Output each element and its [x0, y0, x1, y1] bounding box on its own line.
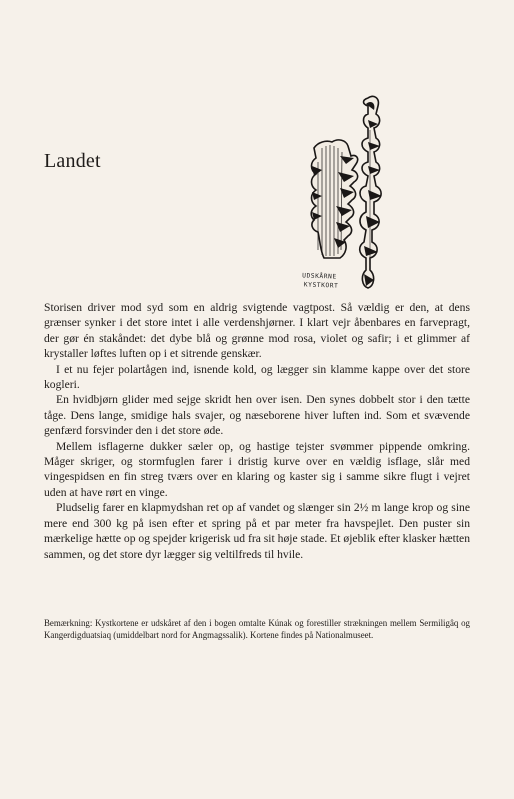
body-text [44, 300, 470, 562]
paragraph: En hvidbjørn glider med sejge skridt hen over isen. Den synes dobbelt stor i den tætte tåge. Dens lange, smidige hals svajer, og næseborene hiver luften ind. Som et svævende genfærd forsvinder den i det store øde. [44, 393, 470, 438]
paragraph: Pludselig farer en klapmydshan ret op af vandet og slænger sin 2½ m lange krop og sine mere end 300 kg på isen efter et spring på et par meter fra havspejlet. Den puster sin mærkelige hætte op og spejder krigerisk ud fra sit høje stade. Et øjeblik efter klasker hætten sammen, og det store dyr lægger sig veltilfreds til hvile. [44, 501, 470, 561]
paragraph: Mellem isflagerne dukker sæler op, og hastige tejster svømmer pippende omkring. Måger skriger, og stormfuglen farer i dristig kurve over en vældig isflage, slår med vingespidsen en fin streg tværs over en klaring og kaster sig i samme sikre flugt i vejret uden at have rørt en vinge. [44, 439, 470, 499]
paragraph: Storisen driver mod syd som en aldrig svigtende vagtpost. Så vældig er den, at dens grænser synker i det store intet i alle verdenshjørner. I klart vejr åbenbares en farvepragt, der gør én stakåndet: det dybe blå og grønne mod rosa, violet og safir; i et glimmer af krystaller løftes luften op i et sitrende genskær. [44, 301, 470, 361]
carved-map-left [311, 140, 357, 258]
paragraph: I et nu fejer polartågen ind, isnende kold, og lægger sin klamme kappe over det store kogleri. [44, 362, 470, 392]
carved-map-right [360, 96, 382, 288]
footnote [44, 617, 470, 642]
caption-line-1: UDSKÅRNE [302, 272, 337, 281]
chapter-title: Landet [44, 150, 101, 172]
illustration-caption [302, 271, 339, 290]
carved-coastal-maps-illustration [296, 90, 406, 295]
caption-line-2: KYSTKORT [303, 281, 339, 290]
footnote-text: Bemærkning: Kystkortene er udskåret af den i bogen omtalte Kúnak og forestiller strækningen mellem Sermiligâq og Kangerdigduatsiaq (umiddelbart nord for Angmagssalik). Kortene findes på Nationalmuseet. [44, 618, 470, 641]
